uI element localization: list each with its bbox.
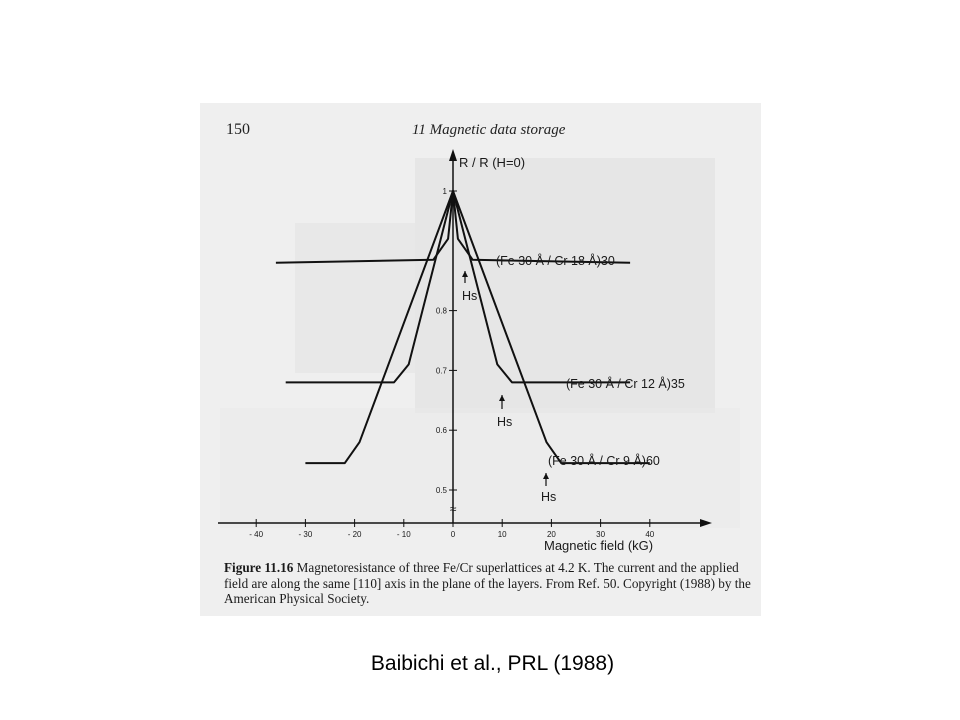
background-ghost-text bbox=[220, 408, 740, 528]
caption-text: Magnetoresistance of three Fe/Cr superlattices at 4.2 K. The current and the applied field are along the same [110] axis in the plane of the layers. From Ref. 50. Copyright (1988) by the American Physical Society. bbox=[224, 560, 751, 606]
page-number: 150 bbox=[226, 121, 250, 138]
y-tick-label: 0.6 bbox=[435, 426, 447, 436]
hs-label-1: Hs bbox=[462, 289, 478, 303]
scanned-book-page bbox=[200, 103, 761, 616]
hs-label-3: Hs bbox=[541, 490, 557, 504]
x-tick-label: - 20 bbox=[347, 530, 362, 539]
x-tick-label: - 40 bbox=[249, 530, 264, 539]
series-label-2: (Fe 30 Å / Cr 12 Å)35 bbox=[566, 377, 685, 391]
series-label-3: (Fe 30 Å / Cr 9 Å)60 bbox=[548, 454, 660, 468]
x-tick-label: - 10 bbox=[396, 530, 411, 539]
figure-caption bbox=[224, 560, 754, 607]
y-axis-break: ≈ bbox=[449, 502, 457, 516]
x-tick-label: 40 bbox=[645, 530, 655, 539]
x-tick-label: - 30 bbox=[298, 530, 313, 539]
y-tick-label: 0.8 bbox=[435, 306, 447, 316]
x-tick-label: 20 bbox=[546, 530, 556, 539]
y-tick-label: 0.7 bbox=[435, 366, 447, 376]
magnetoresistance-plot bbox=[200, 103, 761, 616]
citation: Baibichi et al., PRL (1988) bbox=[370, 652, 615, 675]
caption-label: Figure 11.16 bbox=[224, 560, 294, 575]
x-tick-label: 30 bbox=[596, 530, 606, 539]
y-axis-label: R / R (H=0) bbox=[459, 155, 526, 170]
background-ghost-image bbox=[415, 158, 715, 413]
y-tick-label: 0.5 bbox=[435, 486, 447, 495]
x-tick-label: 0 bbox=[450, 530, 456, 539]
running-head: 11 Magnetic data storage bbox=[412, 122, 566, 138]
x-tick-label: 10 bbox=[497, 530, 507, 539]
y-tick-label: 1 bbox=[442, 187, 447, 196]
series-label-1: (Fe 30 Å / Cr 18 Å)30 bbox=[496, 254, 615, 268]
y-axis-arrow bbox=[449, 149, 457, 161]
hs-label-2: Hs bbox=[497, 415, 513, 429]
x-axis-label: Magnetic field (kG) bbox=[544, 538, 654, 553]
